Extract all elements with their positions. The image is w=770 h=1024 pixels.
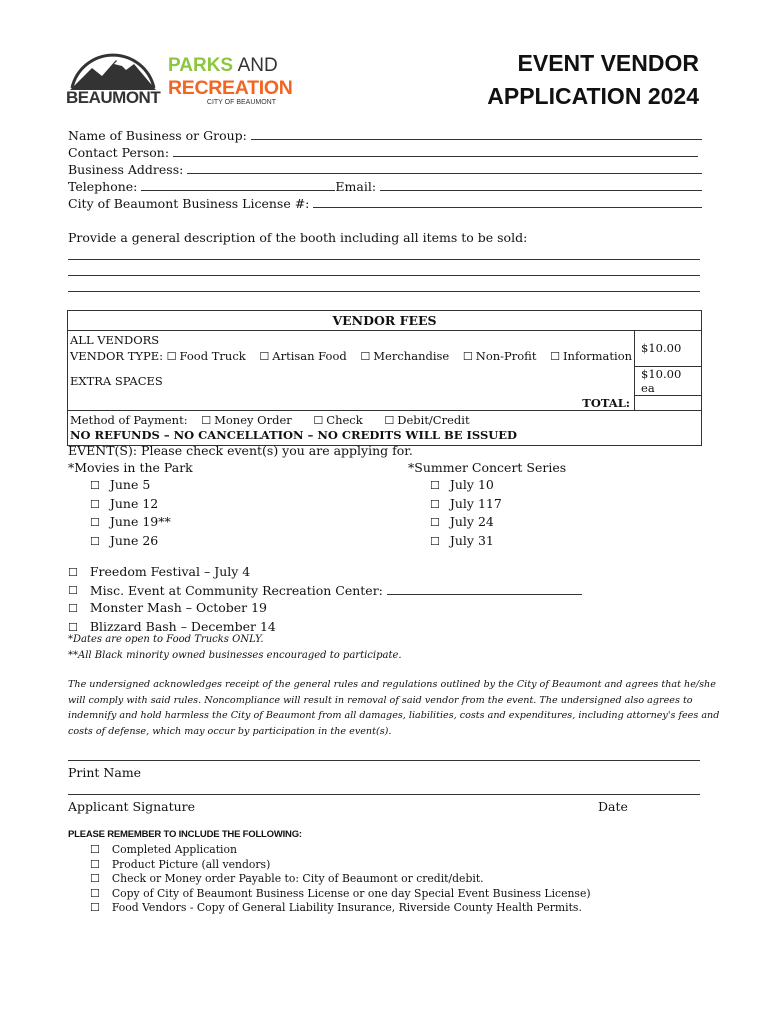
checkbox-icon: ☐: [550, 350, 561, 363]
events-note-1: *Dates are open to Food Trucks ONLY.: [68, 634, 264, 645]
checkbox-icon: ☐: [360, 350, 371, 363]
event-monster-mash[interactable]: ☐ Monster Mash – October 19: [68, 600, 267, 615]
beaumont-logo-text: BEAUMONT: [66, 88, 161, 107]
payment-label: Method of Payment:: [70, 413, 188, 427]
business-license-label: City of Beaumont Business License #:: [68, 196, 310, 211]
telephone-email-field: [68, 178, 702, 195]
email-input[interactable]: [380, 178, 702, 191]
event-freedom-festival[interactable]: ☐ Freedom Festival – July 4: [68, 564, 251, 579]
payment-row: [70, 413, 699, 428]
title-line-2: APPLICATION 2024: [487, 83, 699, 109]
parks-text: PARKS: [168, 55, 234, 76]
extra-spaces-label: EXTRA SPACES: [68, 366, 635, 395]
telephone-label: Telephone:: [68, 179, 138, 194]
checkbox-icon: ☐: [90, 843, 100, 856]
business-address-field: [68, 161, 702, 178]
vendor-type-merchandise[interactable]: ☐ Merchandise: [360, 349, 450, 363]
checkbox-icon: ☐: [166, 350, 177, 363]
parks-recreation-logo: [168, 55, 293, 112]
vendor-type-non-profit[interactable]: ☐ Non-Profit: [462, 349, 537, 363]
checkbox-icon: ☐: [384, 414, 395, 427]
checkbox-icon: ☐: [68, 602, 78, 615]
checkbox-icon: ☐: [68, 566, 78, 579]
page-title: [399, 47, 699, 113]
no-refunds-notice: NO REFUNDS – NO CANCELLATION – NO CREDITS WILL BE ISSUED: [70, 428, 518, 442]
recreation-text: RECREATION: [168, 77, 293, 99]
business-name-label: Name of Business or Group:: [68, 128, 247, 143]
movies-title: *Movies in the Park: [68, 460, 193, 475]
contact-person-label: Contact Person:: [68, 145, 170, 160]
checkbox-icon: ☐: [90, 872, 100, 885]
email-label: Email:: [335, 179, 377, 194]
checkbox-icon: ☐: [90, 886, 100, 900]
checkbox-icon: ☐: [201, 414, 212, 427]
checkbox-icon: ☐: [430, 516, 440, 529]
reminder-item: ☐ Completed Application: [90, 843, 237, 856]
checkbox-icon: ☐: [259, 350, 270, 363]
contact-person-field: [68, 144, 698, 161]
reminder-title: PLEASE REMEMBER TO INCLUDE THE FOLLOWING:: [68, 829, 302, 840]
vendor-type-artisan-food[interactable]: ☐ Artisan Food: [259, 349, 347, 363]
checkbox-icon: ☐: [462, 350, 473, 363]
movie-date-june-5[interactable]: ☐ June 5: [90, 477, 151, 492]
movie-date-june-19[interactable]: ☐ June 19**: [90, 514, 171, 529]
checkbox-icon: ☐: [430, 534, 440, 548]
movie-date-june-26[interactable]: ☐ June 26: [90, 532, 159, 548]
event-blizzard-bash[interactable]: ☐ Blizzard Bash – December 14: [68, 618, 276, 634]
description-line-1[interactable]: [68, 259, 700, 260]
business-license-input[interactable]: [313, 195, 702, 208]
checkbox-icon: ☐: [313, 414, 324, 427]
title-line-1: EVENT VENDOR: [517, 50, 699, 76]
business-license-field: [68, 195, 702, 212]
checkbox-icon: ☐: [68, 583, 78, 597]
business-address-label: Business Address:: [68, 162, 184, 177]
vendor-fees-table: [67, 310, 702, 446]
concert-date-july-24[interactable]: ☐ July 24: [430, 514, 494, 529]
fee-extra-spaces: $10.00 ea: [635, 366, 702, 395]
checkbox-icon: ☐: [90, 479, 100, 492]
movie-date-june-12[interactable]: ☐ June 12: [90, 495, 159, 511]
checkbox-icon: ☐: [430, 479, 440, 492]
total-label: TOTAL:: [68, 395, 635, 411]
vendor-type-information[interactable]: ☐ Information: [550, 349, 633, 363]
checkbox-icon: ☐: [68, 620, 78, 634]
concert-date-july-31[interactable]: ☐ July 31: [430, 532, 494, 548]
reminder-list: [90, 843, 591, 916]
fee-all-vendors: $10.00: [635, 331, 702, 367]
checkbox-icon: ☐: [90, 901, 100, 914]
vendor-type-cell: [68, 331, 635, 367]
applicant-signature-label: Applicant Signature: [68, 799, 196, 814]
concert-date-july-117[interactable]: ☐ July 117: [430, 495, 502, 511]
description-prompt: Provide a general description of the booth including all items to be sold:: [68, 230, 528, 245]
payment-debit-credit[interactable]: ☐ Debit/Credit: [384, 413, 470, 427]
payment-check[interactable]: ☐ Check: [313, 413, 363, 427]
payment-cell: [68, 411, 702, 446]
vendor-type-label: VENDOR TYPE:: [70, 349, 163, 363]
other-events-list: [68, 563, 582, 636]
description-line-2[interactable]: [68, 275, 700, 276]
business-name-input[interactable]: [251, 127, 702, 140]
all-vendors-label: ALL VENDORS: [70, 333, 160, 347]
events-note-2: **All Black minority owned businesses encouraged to participate.: [68, 650, 402, 661]
description-line-3[interactable]: [68, 291, 700, 292]
checkbox-icon: ☐: [90, 516, 100, 529]
misc-event-input[interactable]: [387, 582, 582, 595]
event-misc-community-center[interactable]: ☐ Misc. Event at Community Recreation Center:: [68, 582, 582, 600]
total-value[interactable]: [635, 395, 702, 411]
events-prompt: EVENT(S): Please check event(s) you are applying for.: [68, 443, 413, 458]
signature-line[interactable]: [68, 794, 700, 795]
reminder-item: ☐ Food Vendors - Copy of General Liability Insurance, Riverside County Health Permits.: [90, 901, 582, 914]
reminder-item: ☐ Check or Money order Payable to: City of Beaumont or credit/debit.: [90, 872, 484, 885]
concert-date-july-10[interactable]: ☐ July 10: [430, 477, 494, 492]
reminder-item: ☐ Product Picture (all vendors): [90, 857, 271, 871]
movies-date-list: [90, 476, 171, 550]
concert-date-list: [430, 476, 502, 550]
business-address-input[interactable]: [187, 161, 702, 174]
and-text: AND: [237, 55, 278, 76]
acknowledgement-text: The undersigned acknowledges receipt of the general rules and regulations outlined by the City of Beaumont and agrees that he/she will comply with said rules. Noncompliance will result in removal of said vendor from the event. The undersigned also agrees to indemnify and hold harmless the City of Beaumont from all damages, liabilities, costs and expenditures, including attorney's fees and costs of defense, which may occur by participation in the event(s).: [68, 679, 720, 737]
date-label: Date: [598, 799, 628, 814]
telephone-input[interactable]: [141, 178, 335, 191]
checkbox-icon: ☐: [90, 497, 100, 511]
vendor-type-row: [70, 348, 632, 365]
contact-person-input[interactable]: [173, 144, 698, 157]
print-name-label: Print Name: [68, 765, 142, 780]
checkbox-icon: ☐: [430, 497, 440, 511]
mountain-logo-icon: [66, 44, 160, 94]
payment-money-order[interactable]: ☐ Money Order: [201, 413, 292, 427]
business-name-field: [68, 127, 702, 144]
beaumont-logo: [66, 44, 160, 110]
checkbox-icon: ☐: [90, 857, 100, 871]
vendor-fees-header: VENDOR FEES: [68, 311, 702, 331]
vendor-type-food-truck[interactable]: ☐ Food Truck: [166, 349, 246, 363]
city-of-beaumont-small: CITY OF BEAUMONT: [206, 99, 276, 106]
print-name-line[interactable]: [68, 760, 700, 761]
checkbox-icon: ☐: [90, 534, 100, 548]
reminder-item: ☐ Copy of City of Beaumont Business License or one day Special Event Business License): [90, 886, 591, 900]
concert-title: *Summer Concert Series: [408, 460, 567, 475]
